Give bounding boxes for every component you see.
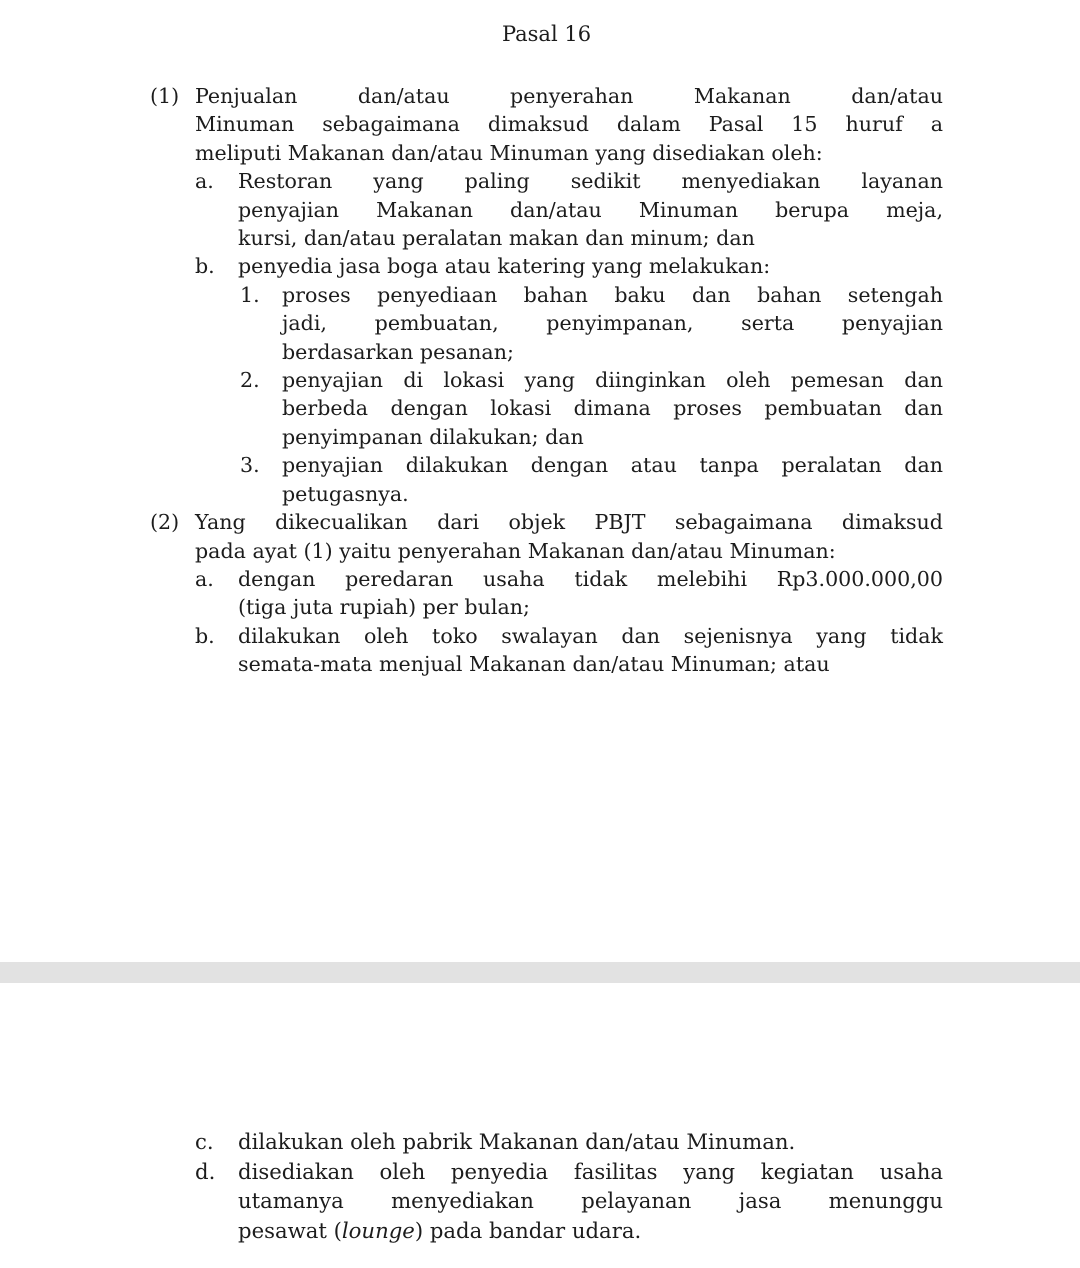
item-marker: 2. xyxy=(240,368,260,393)
item-text xyxy=(238,1127,943,1157)
text-line: penyajian dilakukan dengan atau tanpa peralatan dan xyxy=(282,453,943,478)
text-line: berbeda dengan lokasi dimana proses pembuatan dan xyxy=(282,396,943,421)
text-line: penyajian di lokasi yang diinginkan oleh pemesan dan xyxy=(282,368,943,393)
item-marker: (2) xyxy=(150,510,180,535)
text-line: Minuman sebagaimana dimaksud dalam Pasal 15 huruf a xyxy=(195,112,943,137)
list-item xyxy=(195,167,943,252)
item-marker: (1) xyxy=(150,84,180,108)
text-line: semata-mata menjual Makanan dan/atau Minuman; atau xyxy=(238,652,830,677)
article-title: Pasal 16 xyxy=(501,22,592,46)
item-marker: a. xyxy=(195,169,214,194)
item-marker: 1. xyxy=(240,282,260,307)
list-item xyxy=(240,451,943,508)
item-marker: b. xyxy=(195,623,215,648)
item-marker: c. xyxy=(195,1129,214,1154)
text-line: pada ayat (1) yaitu penyerahan Makanan dan/atau Minuman: xyxy=(195,538,836,563)
text-line: dengan peredaran usaha tidak melebihi Rp3.000.000,00 xyxy=(238,566,943,591)
item-text xyxy=(238,565,943,622)
text-line: meliputi Makanan dan/atau Minuman yang disediakan oleh: xyxy=(195,140,823,165)
text-line: utamanya menyediakan pelayanan jasa menunggu xyxy=(238,1188,943,1213)
text-line: petugasnya. xyxy=(282,481,409,506)
list-item xyxy=(240,281,943,366)
list-item xyxy=(195,622,943,679)
item-marker: d. xyxy=(195,1158,216,1184)
text-line: dilakukan oleh pabrik Makanan dan/atau Minuman. xyxy=(238,1129,796,1154)
text-line: berdasarkan pesanan; xyxy=(282,339,514,364)
page-break-separator xyxy=(0,962,1080,983)
text-line: Penjualan dan/atau penyerahan Makanan dan/atau xyxy=(195,84,943,108)
list-item xyxy=(150,82,943,167)
item-text xyxy=(282,451,943,508)
italic-term: lounge xyxy=(341,1217,415,1243)
text-line: Restoran yang paling sedikit menyediakan layanan xyxy=(238,169,943,194)
item-text xyxy=(238,622,943,679)
list-item xyxy=(240,366,943,451)
item-marker: 3. xyxy=(240,453,260,478)
text-line xyxy=(238,1216,943,1246)
list-item xyxy=(195,1157,943,1246)
text-line: (tiga juta rupiah) per bulan; xyxy=(238,595,530,620)
item-text xyxy=(238,167,943,252)
text-line: penyajian Makanan dan/atau Minuman berupa meja, xyxy=(238,197,943,222)
item-text xyxy=(195,82,943,167)
item-text xyxy=(195,508,943,565)
item-marker: b. xyxy=(195,254,215,279)
text-line: disediakan oleh penyedia fasilitas yang kegiatan usaha xyxy=(238,1158,943,1184)
list-item xyxy=(195,565,943,622)
item-text xyxy=(238,252,943,280)
list-item xyxy=(195,252,943,280)
list-item xyxy=(150,508,943,565)
item-text xyxy=(238,1157,943,1246)
text-segment: ) pada bandar udara. xyxy=(414,1217,642,1243)
item-text xyxy=(282,281,943,366)
text-line: proses penyediaan bahan baku dan bahan setengah xyxy=(282,282,943,307)
text-line: jadi, pembuatan, penyimpanan, serta penyajian xyxy=(282,311,943,336)
text-line: kursi, dan/atau peralatan makan dan minum; dan xyxy=(238,226,755,251)
text-segment: pesawat ( xyxy=(238,1217,342,1243)
text-line: Yang dikecualikan dari objek PBJT sebagaimana dimaksud xyxy=(195,510,943,535)
list-item xyxy=(195,1127,943,1157)
item-text xyxy=(282,366,943,451)
article-body-page-1 xyxy=(150,82,943,679)
text-line: penyedia jasa boga atau katering yang melakukan: xyxy=(238,254,771,279)
text-line: dilakukan oleh toko swalayan dan sejenisnya yang tidak xyxy=(238,623,943,648)
item-marker: a. xyxy=(195,566,214,591)
article-body-page-2 xyxy=(150,1127,943,1245)
text-line: penyimpanan dilakukan; dan xyxy=(282,424,584,449)
